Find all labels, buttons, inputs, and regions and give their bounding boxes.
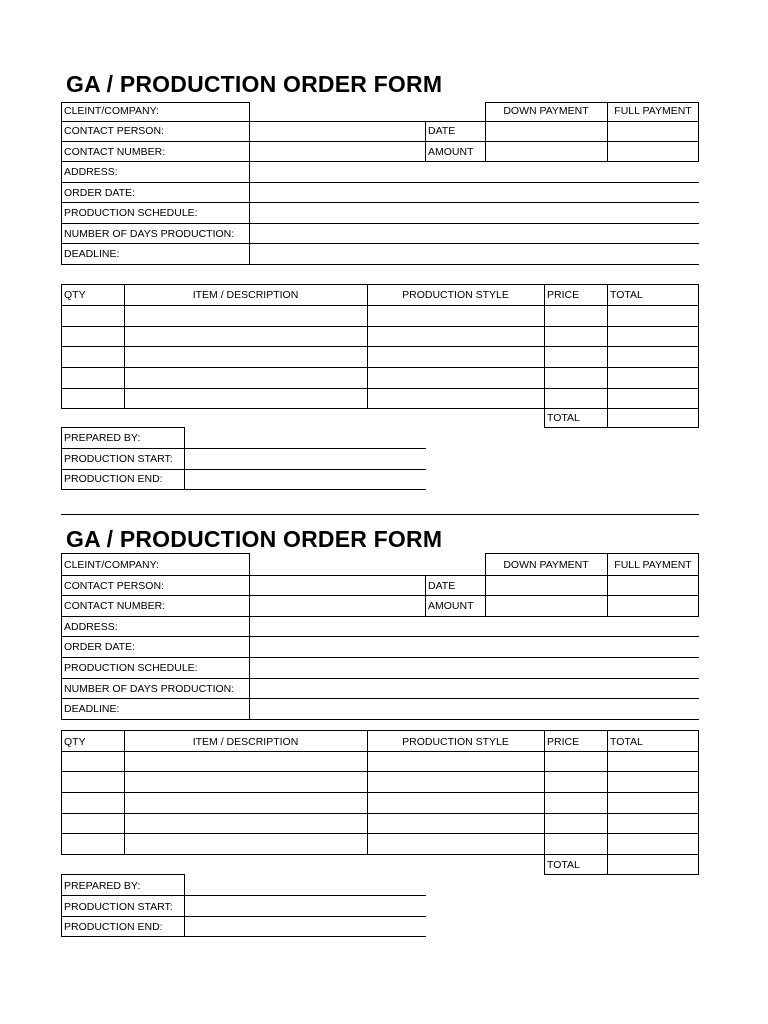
production-start-field[interactable] xyxy=(185,449,426,469)
full-payment-date-field[interactable] xyxy=(608,122,698,141)
table-row[interactable] xyxy=(62,793,698,813)
label-contact-person: CONTACT PERSON: xyxy=(64,125,164,137)
table-row[interactable] xyxy=(62,389,698,408)
amount-label: AMOUNT xyxy=(428,600,474,612)
label-production-schedule: PRODUCTION SCHEDULE: xyxy=(64,662,198,674)
amount-label: AMOUNT xyxy=(428,146,474,158)
table-row[interactable] xyxy=(62,327,698,346)
header-production-style: PRODUCTION STYLE xyxy=(402,736,509,748)
label-deadline: DEADLINE: xyxy=(64,703,120,715)
client-company-field[interactable] xyxy=(250,103,485,121)
table-row[interactable] xyxy=(62,834,698,854)
table-row[interactable] xyxy=(62,368,698,388)
down-payment-amount-field[interactable] xyxy=(486,142,607,161)
prepared-by-field[interactable] xyxy=(185,428,426,448)
label-contact-number: CONTACT NUMBER: xyxy=(64,146,166,158)
label-days-production: NUMBER OF DAYS PRODUCTION: xyxy=(64,683,235,695)
order-date-field[interactable] xyxy=(250,183,698,202)
label-client-company: CLEINT/COMPANY: xyxy=(64,105,159,117)
label-contact-person: CONTACT PERSON: xyxy=(64,580,164,592)
table-row[interactable] xyxy=(62,306,698,326)
down-payment-amount-field[interactable] xyxy=(486,596,607,616)
production-schedule-field[interactable] xyxy=(250,203,698,223)
contact-number-field[interactable] xyxy=(250,142,425,161)
label-address: ADDRESS: xyxy=(64,621,118,633)
form-title: GA / PRODUCTION ORDER FORM xyxy=(66,526,443,552)
label-order-date: ORDER DATE: xyxy=(64,641,135,653)
label-production-start: PRODUCTION START: xyxy=(64,901,173,913)
production-end-field[interactable] xyxy=(185,917,426,936)
label-order-date: ORDER DATE: xyxy=(64,187,135,199)
full-payment-amount-field[interactable] xyxy=(608,596,698,616)
form-title: GA / PRODUCTION ORDER FORM xyxy=(66,71,443,97)
production-schedule-field[interactable] xyxy=(250,658,698,678)
label-deadline: DEADLINE: xyxy=(64,248,120,260)
label-prepared-by: PREPARED BY: xyxy=(64,432,141,444)
header-qty: QTY xyxy=(64,289,86,301)
full-payment-header: FULL PAYMENT xyxy=(614,105,692,117)
header-qty: QTY xyxy=(64,736,86,748)
production-start-field[interactable] xyxy=(185,896,426,916)
grand-total-field[interactable] xyxy=(608,409,698,427)
full-payment-date-field[interactable] xyxy=(608,576,698,595)
down-payment-header: DOWN PAYMENT xyxy=(503,559,589,571)
date-label: DATE xyxy=(428,125,456,137)
label-production-end: PRODUCTION END: xyxy=(64,921,163,933)
form-divider xyxy=(61,514,699,515)
full-payment-amount-field[interactable] xyxy=(608,142,698,161)
grand-total-label: TOTAL xyxy=(547,859,580,871)
label-production-end: PRODUCTION END: xyxy=(64,473,163,485)
contact-person-field[interactable] xyxy=(250,122,425,141)
address-field[interactable] xyxy=(250,617,698,636)
order-date-field[interactable] xyxy=(250,637,698,657)
contact-person-field[interactable] xyxy=(250,576,425,595)
date-label: DATE xyxy=(428,580,456,592)
header-total: TOTAL xyxy=(610,289,643,301)
label-client-company: CLEINT/COMPANY: xyxy=(64,559,159,571)
deadline-field[interactable] xyxy=(250,699,698,719)
table-row[interactable] xyxy=(62,752,698,771)
label-production-start: PRODUCTION START: xyxy=(64,453,173,465)
prepared-by-field[interactable] xyxy=(185,875,426,895)
client-company-field[interactable] xyxy=(250,554,485,575)
label-prepared-by: PREPARED BY: xyxy=(64,880,141,892)
table-row[interactable] xyxy=(62,772,698,792)
down-payment-header: DOWN PAYMENT xyxy=(503,105,589,117)
grand-total-field[interactable] xyxy=(608,855,698,874)
days-production-field[interactable] xyxy=(250,679,698,698)
label-address: ADDRESS: xyxy=(64,166,118,178)
days-production-field[interactable] xyxy=(250,224,698,243)
table-row[interactable] xyxy=(62,814,698,833)
header-price: PRICE xyxy=(547,736,580,748)
down-payment-date-field[interactable] xyxy=(486,122,607,141)
header-price: PRICE xyxy=(547,289,580,301)
label-production-schedule: PRODUCTION SCHEDULE: xyxy=(64,207,198,219)
contact-number-field[interactable] xyxy=(250,596,425,616)
deadline-field[interactable] xyxy=(250,244,698,264)
address-field[interactable] xyxy=(250,162,698,182)
label-contact-number: CONTACT NUMBER: xyxy=(64,600,166,612)
down-payment-date-field[interactable] xyxy=(486,576,607,595)
full-payment-header: FULL PAYMENT xyxy=(614,559,692,571)
table-row[interactable] xyxy=(62,347,698,367)
header-item-description: ITEM / DESCRIPTION xyxy=(192,289,299,301)
production-end-field[interactable] xyxy=(185,470,426,489)
label-days-production: NUMBER OF DAYS PRODUCTION: xyxy=(64,228,235,240)
grand-total-label: TOTAL xyxy=(547,412,580,424)
header-item-description: ITEM / DESCRIPTION xyxy=(192,736,299,748)
header-total: TOTAL xyxy=(610,736,643,748)
header-production-style: PRODUCTION STYLE xyxy=(402,289,509,301)
